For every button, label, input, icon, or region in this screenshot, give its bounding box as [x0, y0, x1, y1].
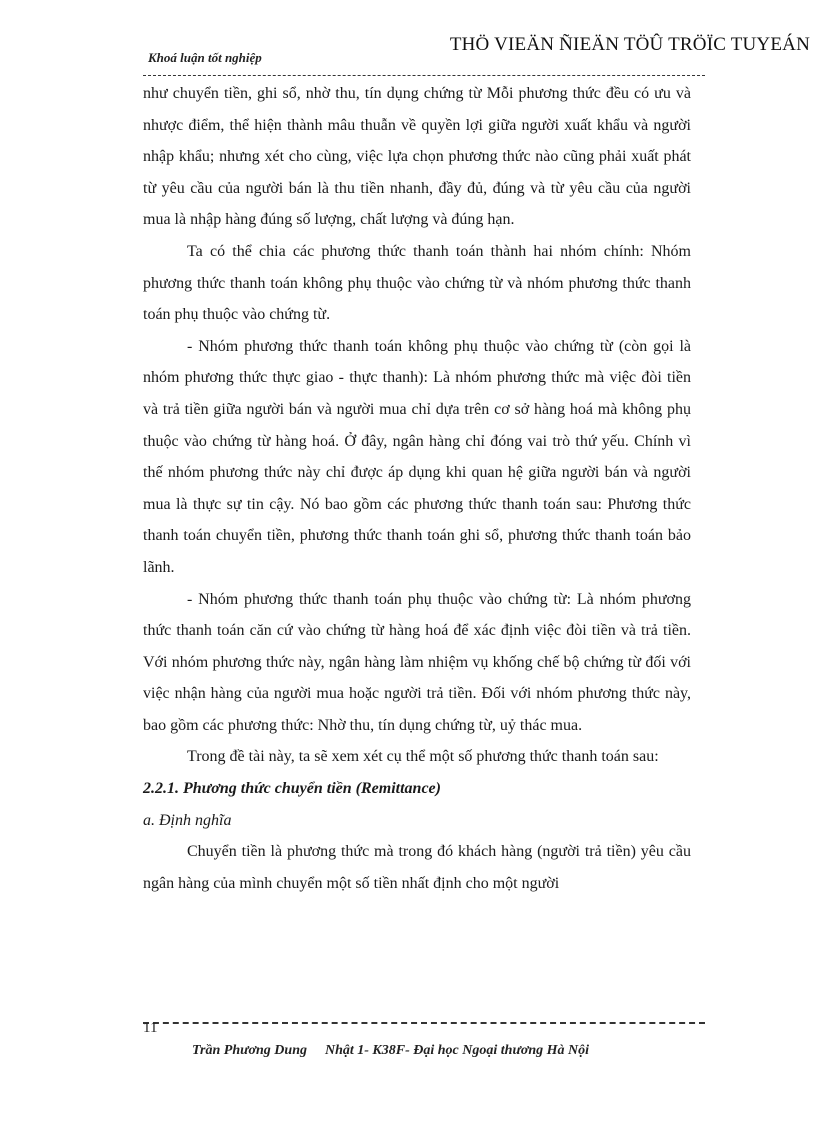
page-number: 11	[143, 1020, 158, 1036]
footer-author: Trần Phương Dung	[192, 1043, 307, 1058]
paragraph-document-group: - Nhóm phương thức thanh toán phụ thuộc vào chứng từ: Là nhóm phương thức thanh toán căn cứ vào chứng từ hàng hoá để xác định việc đòi tiền và trả tiền. Với nhóm phương thức này, ngân hàng làm nhiệm vụ khống chế bộ chứng từ đối với việc nhận hàng của người mua hoặc người trả tiền. Đối với nhóm phương thức này, bao gồm các phương thức: Nhờ thu, tín dụng chứng từ, uỷ thác mua.	[143, 590, 691, 734]
footer-class-info: Nhật 1- K38F- Đại học Ngoại thương Hà Nội	[324, 1043, 590, 1058]
header-thesis-label: Khoá luận tốt nghiệp	[148, 50, 262, 65]
paragraph-classification: Ta có thể chia các phương thức thanh toán thành hai nhóm chính: Nhóm phương thức thanh toán không phụ thuộc vào chứng từ và nhóm phương thức thanh toán phụ thuộc vào chứng từ.	[143, 242, 691, 324]
paragraph-definition: Chuyển tiền là phương thức mà trong đó khách hàng (người trả tiền) yêu cầu ngân hàng của mình chuyển một số tiền nhất định cho một người	[143, 843, 691, 892]
subsection-heading: a. Định nghĩa	[143, 811, 232, 829]
footer-divider	[143, 1022, 705, 1024]
header-divider	[143, 75, 705, 76]
paragraph-continuation: như chuyển tiền, ghi sổ, nhờ thu, tín dụng chứng từ Mỗi phương thức đều có ưu và nhược điểm, thể hiện thành mâu thuẫn về quyền lợi giữa người xuất khẩu và người nhập khẩu; nhưng xét cho cùng, việc lựa chọn phương thức nào cũng phải xuất phát từ yêu cầu của người bán là thu tiền nhanh, đầy đủ, đúng và từ yêu cầu của người mua là nhập hàng đúng số lượng, chất lượng và đúng hạn.	[143, 85, 691, 229]
paragraph-scope: Trong đề tài này, ta sẽ xem xét cụ thể một số phương thức thanh toán sau:	[187, 748, 659, 766]
footer-credit	[192, 1043, 589, 1059]
document-body	[143, 78, 691, 899]
paragraph-non-document-group: - Nhóm phương thức thanh toán không phụ thuộc vào chứng từ (còn gọi là nhóm phương thức thực giao - thực thanh): Là nhóm phương thức mà việc đòi tiền và trả tiền giữa người bán và người mua chỉ dựa trên cơ sở hàng hoá mà không phụ thuộc vào chứng từ hàng hoá. Ở đây, ngân hàng chỉ đóng vai trò thứ yếu. Chính vì thế nhóm phương thức này chỉ được áp dụng khi quan hệ giữa người bán và người mua là thực sự tin cậy. Nó bao gồm các phương thức thanh toán sau: Phương thức thanh toán chuyển tiền, phương thức thanh toán ghi sổ, phương thức thanh toán bảo lãnh.	[143, 337, 691, 576]
section-heading: 2.2.1. Phương thức chuyển tiền (Remittance)	[143, 780, 441, 798]
header-library-label: THÖ VIEÄN ÑIEÄN TÖÛ TRÖÏC TUYEÁN	[449, 34, 810, 55]
